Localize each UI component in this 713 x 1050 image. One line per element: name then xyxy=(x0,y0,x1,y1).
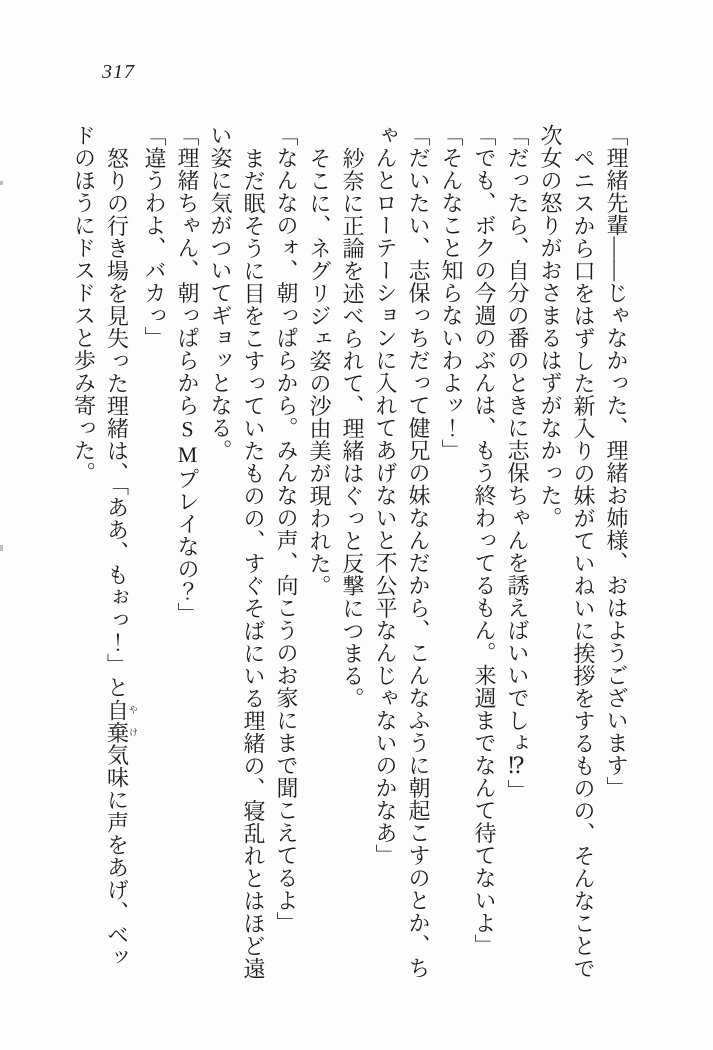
text-line: ゃんとローテーションに入れてあげないと不公平なんじゃないのかなあ」 xyxy=(373,124,398,867)
latin-upright-text: SM xyxy=(175,416,200,468)
text-line: そこに、ネグリジェ姿の沙由美が現われた。 xyxy=(307,147,332,597)
page-number: 317 xyxy=(102,61,135,83)
text-line: ペニスから口をはずした新入りの妹がていねいに挨拶をするものの、そんなことで xyxy=(571,147,596,980)
text-line: 怒りの行き場を見失った理緒は、「ああ、もぉっ！」と自棄やけ気味に声をあげ、ベッ xyxy=(104,147,138,969)
text-line: 「だいたい、志保っちだって健兄の妹なんだから、こんなふうに朝起こすのとか、ち xyxy=(406,124,431,979)
scan-artifact xyxy=(0,181,3,185)
text-line: 「理緒ちゃん、朝っぱらからSMプレイなの？」 xyxy=(175,124,200,625)
text-line: 次女の怒りがおさまるはずがなかった。 xyxy=(538,124,563,529)
text-line: ドのほうにドスドスと歩み寄った。 xyxy=(71,124,97,484)
text-line: 「理緒先輩――じゃなかった、理緒お姉様、おはようございます」 xyxy=(604,124,629,799)
text-line: 「そんなこと知らないわよッ！」 xyxy=(439,124,464,462)
text-line: 紗奈に正論を述べられて、理緒はぐっと反撃につまる。 xyxy=(340,147,365,710)
text-line: 「でも、ボクの今週のぶんは、もう終わってるもん。来週までなんて待てないよ」 xyxy=(472,124,497,957)
text-line: 「なんなのォ、朝っぱらから。みんなの声、向こうのお家にまで聞こえてるよ」 xyxy=(274,124,299,934)
page-text xyxy=(68,124,634,1012)
text-line: い姿に気がついてギョッとなる。 xyxy=(208,124,233,462)
scan-artifact xyxy=(0,545,3,551)
ruby-annotated-word: 自棄やけ xyxy=(104,698,138,744)
text-line: まだ眠そうに目をこすっていたものの、すぐそばにいる理緒の、寝乱れとはほど遠 xyxy=(241,147,266,980)
text-line: 「違うわよ、バカっ」 xyxy=(142,124,167,349)
text-line: 「だったら、自分の番のときに志保ちゃんを誘えばいいでしょ⁉」 xyxy=(505,124,530,802)
